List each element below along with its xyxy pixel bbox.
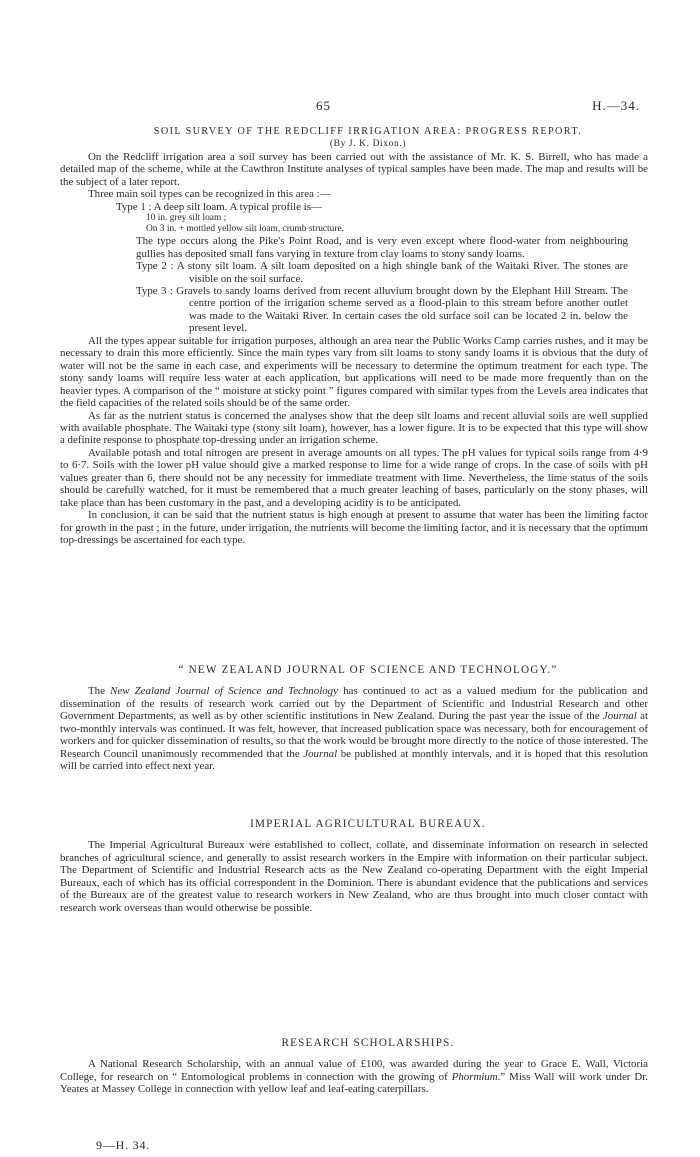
journal-text-1: The <box>88 685 111 698</box>
bureaux-title: IMPERIAL AGRICULTURAL BUREAUX. <box>250 818 486 830</box>
journal-name-italic: New Zealand Journal of Science and Technology <box>110 685 338 698</box>
soil-survey-intro: On the Redcliff irrigation area a soil survey has been carried out with the assistance of Mr. K. S. Birrell, who has made a detailed map of the scheme, while at the Cawthron Institute analyses of typical samples have been made. The map and results will be the subject of a later report. <box>60 150 648 188</box>
scholarships-text-1: A National Research Scholarship, with an annual value of £100, was awarded during the year to Grace E. Wall, Victoria College, for research on “ Entomological problems in connection with the growing of <box>60 1058 648 1083</box>
page-signature: 9—H. 34. <box>96 1138 151 1152</box>
journal-title: “ NEW ZEALAND JOURNAL OF SCIENCE AND TECHNOLOGY.” <box>178 664 558 676</box>
nutrient-status-paragraph: As far as the nutrient status is concerned the analyses show that the deep silt loams and recent alluvial soils are well supplied with available phosphate. The Waitaki type (stony silt loam), however, has a lower figure. It is to be expected that this type will show a definite response to phosphate top-dressing under an irrigation scheme. <box>60 409 648 447</box>
scholarships-section <box>60 1037 648 1096</box>
profile-line-1: 10 in. grey silt loam ; <box>146 213 227 224</box>
journal-section <box>60 664 648 773</box>
scholarships-text-2: .” Miss Wall will work under Dr. Yeates at Massey College in connection with yellow leaf and leaf-eating caterpillars. <box>60 1070 648 1096</box>
page-number: 65 <box>316 98 331 113</box>
journal-text-4: be published at monthly intervals, and it is hoped that this resolution will be carried into effect next year. <box>60 747 648 773</box>
bureaux-section <box>60 818 648 914</box>
bureaux-paragraph: The Imperial Agricultural Bureaux were established to collect, collate, and disseminate information on research in selected branches of agricultural science, and generally to assist research workers in the Empire with information on their particular subject. The Department of Scientific and Industrial Research acts as the New Zealand co-operating Department with the eight Imperial Bureaux, each of which has its official correspondent in the Dominion. There is abundant evidence that the publications and services of the Bureaux are of the greatest value to research workers in New Zealand, who are thus brought into much closer contact with research work overseas than would otherwise be possible. <box>60 839 648 914</box>
conclusion-paragraph: In conclusion, it can be said that the nutrient status is high enough at present to assume that water has been the limiting factor for growth in the past ; in the future, under irrigation, the nutrients will become the limiting factor, and it is necessary that the optimum top-dressings be ascertained for each type. <box>60 509 648 547</box>
journal-italic-3: Journal <box>303 747 338 760</box>
type1-description: The type occurs along the Pike's Point Road, and is very even except where flood-water from neighbouring gullies has deposited small fans varying in texture from clay loams to stony sandy loams. <box>136 235 628 260</box>
type2-description: Type 2 : A stony silt loam. A silt loam deposited on a high shingle bank of the Waitaki River. The stones are visible on the soil surface. <box>136 260 628 285</box>
soil-survey-section <box>60 126 648 547</box>
scholarships-paragraph <box>60 1058 648 1095</box>
potash-nitrogen-paragraph: Available potash and total nitrogen are present in average amounts on all types. The pH values for typical soils range from 4·9 to 6·7. Soils with the lower pH value should give a marked response to lime for a wide range of crops. In the case of soils with pH values greater than 6, there should not be any necessity for immediate treatment with lime. Nevertheless, the lime status of the soils should be carefully watched, for it must be remembered that a much greater leaching of bases, particularly on the stony phases, will take place than has been customary in the past, and a developing acidity is to be anticipated. <box>60 446 648 509</box>
types-suitability-paragraph: All the types appear suitable for irrigation purposes, although an area near the Public Works Camp carries rushes, and it may be necessary to drain this more efficiently. Since the main types vary from silt loams to stony sandy loams it is obvious that the duty of water will not be the same in each case, and experiments will be necessary to determine the optimum treatment for each type. The stony sandy loams will require less water at each application, but applications will need to be made more frequently than on the heavier types. A comparison of the “ moisture at sticky point ” figures compared with similar types from the Levels area indicates that the field capacities of the related soils should be of the same order. <box>60 334 648 410</box>
profile-line-2: On 3 in. + mottled yellow silt loam, crumb structure. <box>146 224 344 235</box>
soil-survey-title: SOIL SURVEY OF THE REDCLIFF IRRIGATION AREA: PROGRESS REPORT. <box>153 126 583 137</box>
journal-text-2: has continued to act as a valued medium for the publication and dissemination of the results of research work carried out by the Department of Scientific and Industrial Research and other Government Departments, as well as by other scientific institutions in New Zealand. During the past year the issue of the <box>60 685 648 723</box>
scholarships-title: RESEARCH SCHOLARSHIPS. <box>281 1037 455 1049</box>
soil-types-intro: Three main soil types can be recognized in this area :— <box>88 188 331 201</box>
type1-heading: Type 1 : A deep silt loam. A typical profile is— <box>116 200 322 213</box>
journal-text-3: at two-monthly intervals was continued. It was felt, however, that increased publication space was necessary, both for encouragement of workers and for quicker dissemination of results, so that the work would be brought more directly to the notice of those interested. The Research Council unanimously recommended that the <box>60 710 648 760</box>
journal-italic-2: Journal <box>602 710 637 723</box>
phormium-italic: Phormium <box>451 1070 498 1083</box>
journal-paragraph <box>60 685 648 772</box>
soil-survey-byline: (By J. K. Dixon.) <box>329 139 407 150</box>
type3-description: Type 3 : Gravels to sandy loams derived from recent alluvium brought down by the Elephant Hill Stream. The centre portion of the irrigation scheme served as a flood-plain to this stream before another outlet was made to the Waitaki River. In certain cases the old surface soil can be located 2 in. below the present level. <box>136 284 628 335</box>
document-reference: H.—34. <box>592 98 640 113</box>
